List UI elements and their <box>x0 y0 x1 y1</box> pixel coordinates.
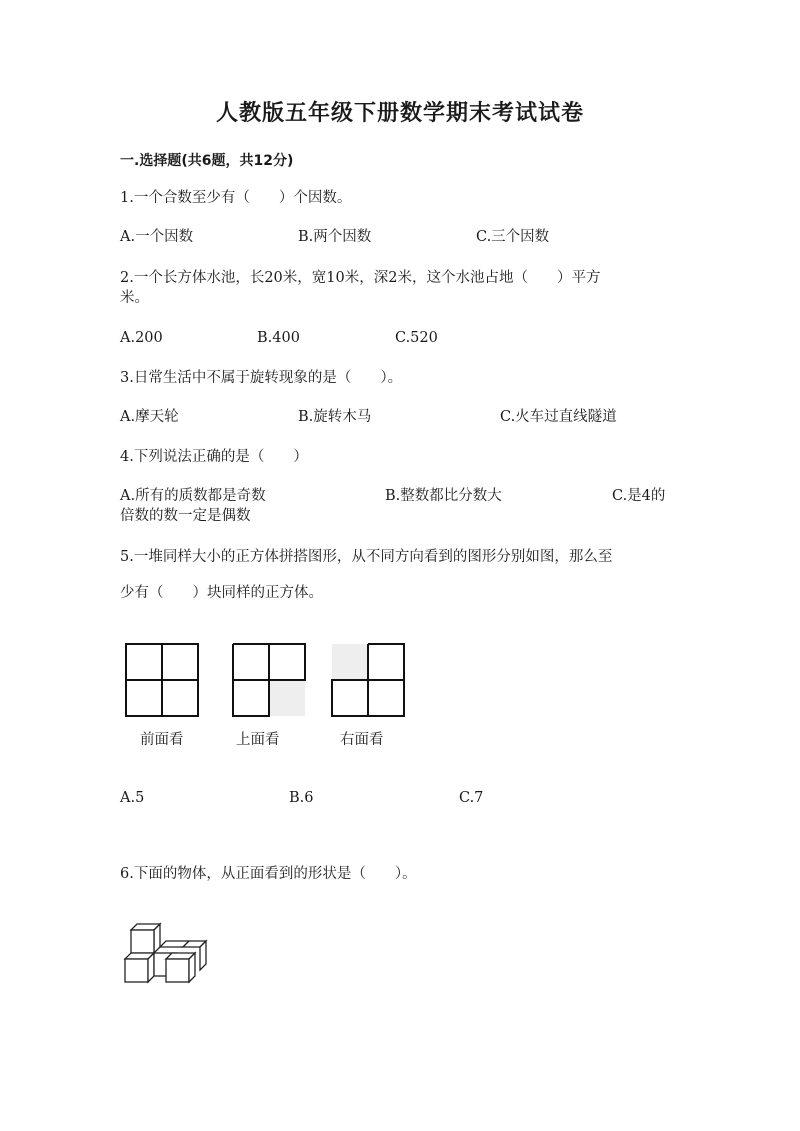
q4-option-c: C.是4的 <box>612 488 666 504</box>
question-1-stem: 1.一个合数至少有（ ）个因数。 <box>120 190 352 206</box>
q2-option-c: C.520 <box>395 330 438 346</box>
cube-top-right-face <box>154 924 160 953</box>
q5-option-b: B.6 <box>289 790 314 806</box>
q2-option-a: A.200 <box>120 330 163 346</box>
front-view-grid <box>126 644 198 716</box>
view-label-top: 上面看 <box>236 732 280 748</box>
view-label-front: 前面看 <box>140 732 184 748</box>
q1-option-c: C.三个因数 <box>476 229 550 245</box>
q4-option-a: A.所有的质数都是奇数 <box>120 488 266 504</box>
cube-top-front-face <box>131 930 154 953</box>
q3-option-c: C.火车过直线隧道 <box>500 409 617 425</box>
q1-option-b: B.两个因数 <box>298 229 372 245</box>
view-label-right: 右面看 <box>340 732 384 748</box>
q2-option-b: B.400 <box>257 330 300 346</box>
q3-option-b: B.旋转木马 <box>298 409 372 425</box>
view-front-figure <box>118 640 418 720</box>
question-3-stem: 3.日常生活中不属于旋转现象的是（ ）。 <box>120 370 403 386</box>
right-view-empty-cell <box>332 644 368 680</box>
cube-front-left <box>125 959 148 982</box>
q4-option-c-continued: 倍数的数一定是偶数 <box>120 508 251 524</box>
question-4-stem: 4.下列说法正确的是（ ） <box>120 449 308 465</box>
q5-option-a: A.5 <box>120 790 145 806</box>
q3-option-a: A.摩天轮 <box>120 409 179 425</box>
top-view-empty-cell <box>269 680 305 716</box>
q1-option-a: A.一个因数 <box>120 229 194 245</box>
cube-front-right <box>166 959 189 982</box>
section-heading: 一.选择题(共6题，共12分) <box>120 153 294 169</box>
question-5-stem-line1: 5.一堆同样大小的正方体拼搭图形，从不同方向看到的图形分别如图，那么至 <box>120 549 613 565</box>
q4-option-b: B.整数都比分数大 <box>385 488 502 504</box>
question-2-stem-line2: 米。 <box>120 290 149 306</box>
page-title: 人教版五年级下册数学期末考试试卷 <box>215 101 584 126</box>
question-2-stem-line1: 2.一个长方体水池，长20米，宽10米，深2米，这个水池占地（ ）平方 <box>120 270 601 286</box>
question-6-stem: 6.下面的物体，从正面看到的形状是（ ）。 <box>120 866 417 882</box>
q6-cube-figure <box>120 918 220 988</box>
question-5-stem-line2: 少有（ ）块同样的正方体。 <box>120 585 323 601</box>
q5-option-c: C.7 <box>459 790 484 806</box>
